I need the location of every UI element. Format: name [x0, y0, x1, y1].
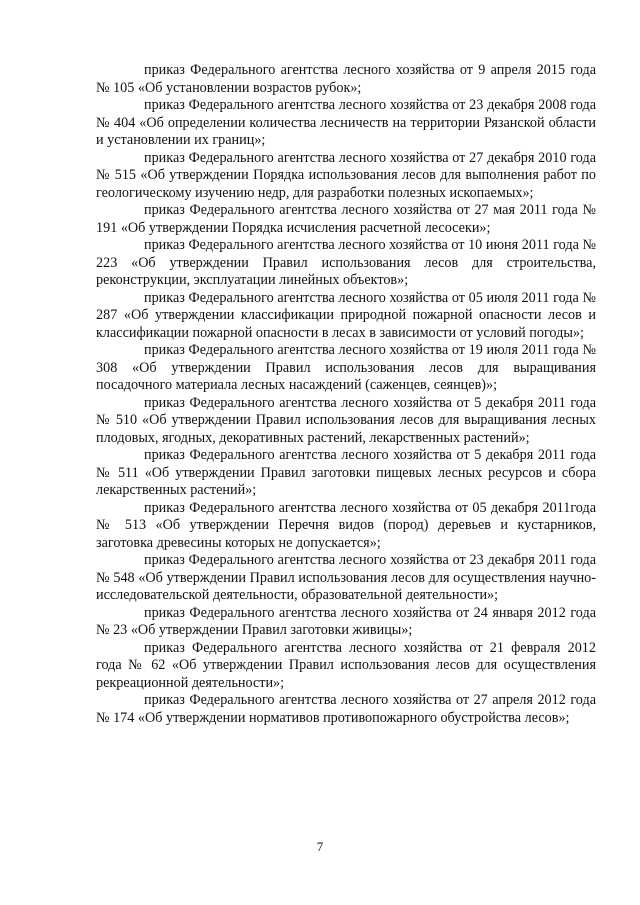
order-paragraph: приказ Федерального агентства лесного хозяйства от 24 января 2012 года № 23 «Об утверждении Правил заготовки живицы»; — [96, 604, 596, 638]
order-paragraph: приказ Федерального агентства лесного хозяйства от 27 декабря 2010 года № 515 «Об утверждении Порядка использования лесов для выполнения работ по геологическому изучению недр, для разработки полезных ископаемых»; — [96, 149, 596, 201]
order-paragraph: приказ Федерального агентства лесного хозяйства от 27 мая 2011 года № 191 «Об утверждении Порядка исчисления расчетной лесосеки»; — [96, 202, 596, 236]
order-paragraph: приказ Федерального агентства лесного хозяйства от 5 декабря 2011 года № 510 «Об утверждении Правил использования лесов для выращивания лесных плодовых, ягодных, декоративных растений, лекарственных растений»; — [96, 394, 596, 446]
order-paragraph: приказ Федерального агентства лесного хозяйства от 05 июля 2011 года № 287 «Об утверждении классификации природной пожарной опасности лесов и классификации пожарной опасности в лесах в зависимости от условий погоды»; — [96, 289, 596, 341]
order-paragraph: приказ Федерального агентства лесного хозяйства от 9 апреля 2015 года № 105 «Об установлении возрастов рубок»; — [96, 62, 596, 96]
order-paragraph: приказ Федерального агентства лесного хозяйства от 19 июля 2011 года № 308 «Об утверждении Правил использования лесов для выращивания посадочного материала лесных насаждений (саженцев, сеянцев)»; — [96, 342, 596, 393]
order-paragraph: приказ Федерального агентства лесного хозяйства от 5 декабря 2011 года № 511 «Об утверждении Правил заготовки пищевых лесных ресурсов и сбора лекарственных растений»; — [96, 447, 596, 498]
order-paragraph: приказ Федерального агентства лесного хозяйства от 10 июня 2011 года № 223 «Об утверждении Правил использования лесов для строительства, реконструкции, эксплуатации линейных объектов»; — [96, 237, 596, 288]
document-body — [96, 62, 596, 727]
order-paragraph: приказ Федерального агентства лесного хозяйства от 21 февраля 2012 года № 62 «Об утверждении Правил использования лесов для осуществления рекреационной деятельности»; — [96, 639, 596, 691]
order-paragraph: приказ Федерального агентства лесного хозяйства от 05 декабря 2011года № 513 «Об утверждении Перечня видов (пород) деревьев и кустарников, заготовка древесины которых не допускается»; — [96, 499, 596, 551]
page-number: 7 — [316, 839, 324, 854]
order-paragraph: приказ Федерального агентства лесного хозяйства от 27 апреля 2012 года № 174 «Об утверждении нормативов противопожарного обустройства лесов»; — [96, 692, 596, 726]
order-paragraph: приказ Федерального агентства лесного хозяйства от 23 декабря 2011 года № 548 «Об утверждении Правил использования лесов для осуществления научно-исследовательской деятельности, образовательной деятельности»; — [96, 552, 596, 603]
order-paragraph: приказ Федерального агентства лесного хозяйства от 23 декабря 2008 года № 404 «Об определении количества лесничеств на территории Рязанской области и установлении их границ»; — [96, 97, 596, 148]
